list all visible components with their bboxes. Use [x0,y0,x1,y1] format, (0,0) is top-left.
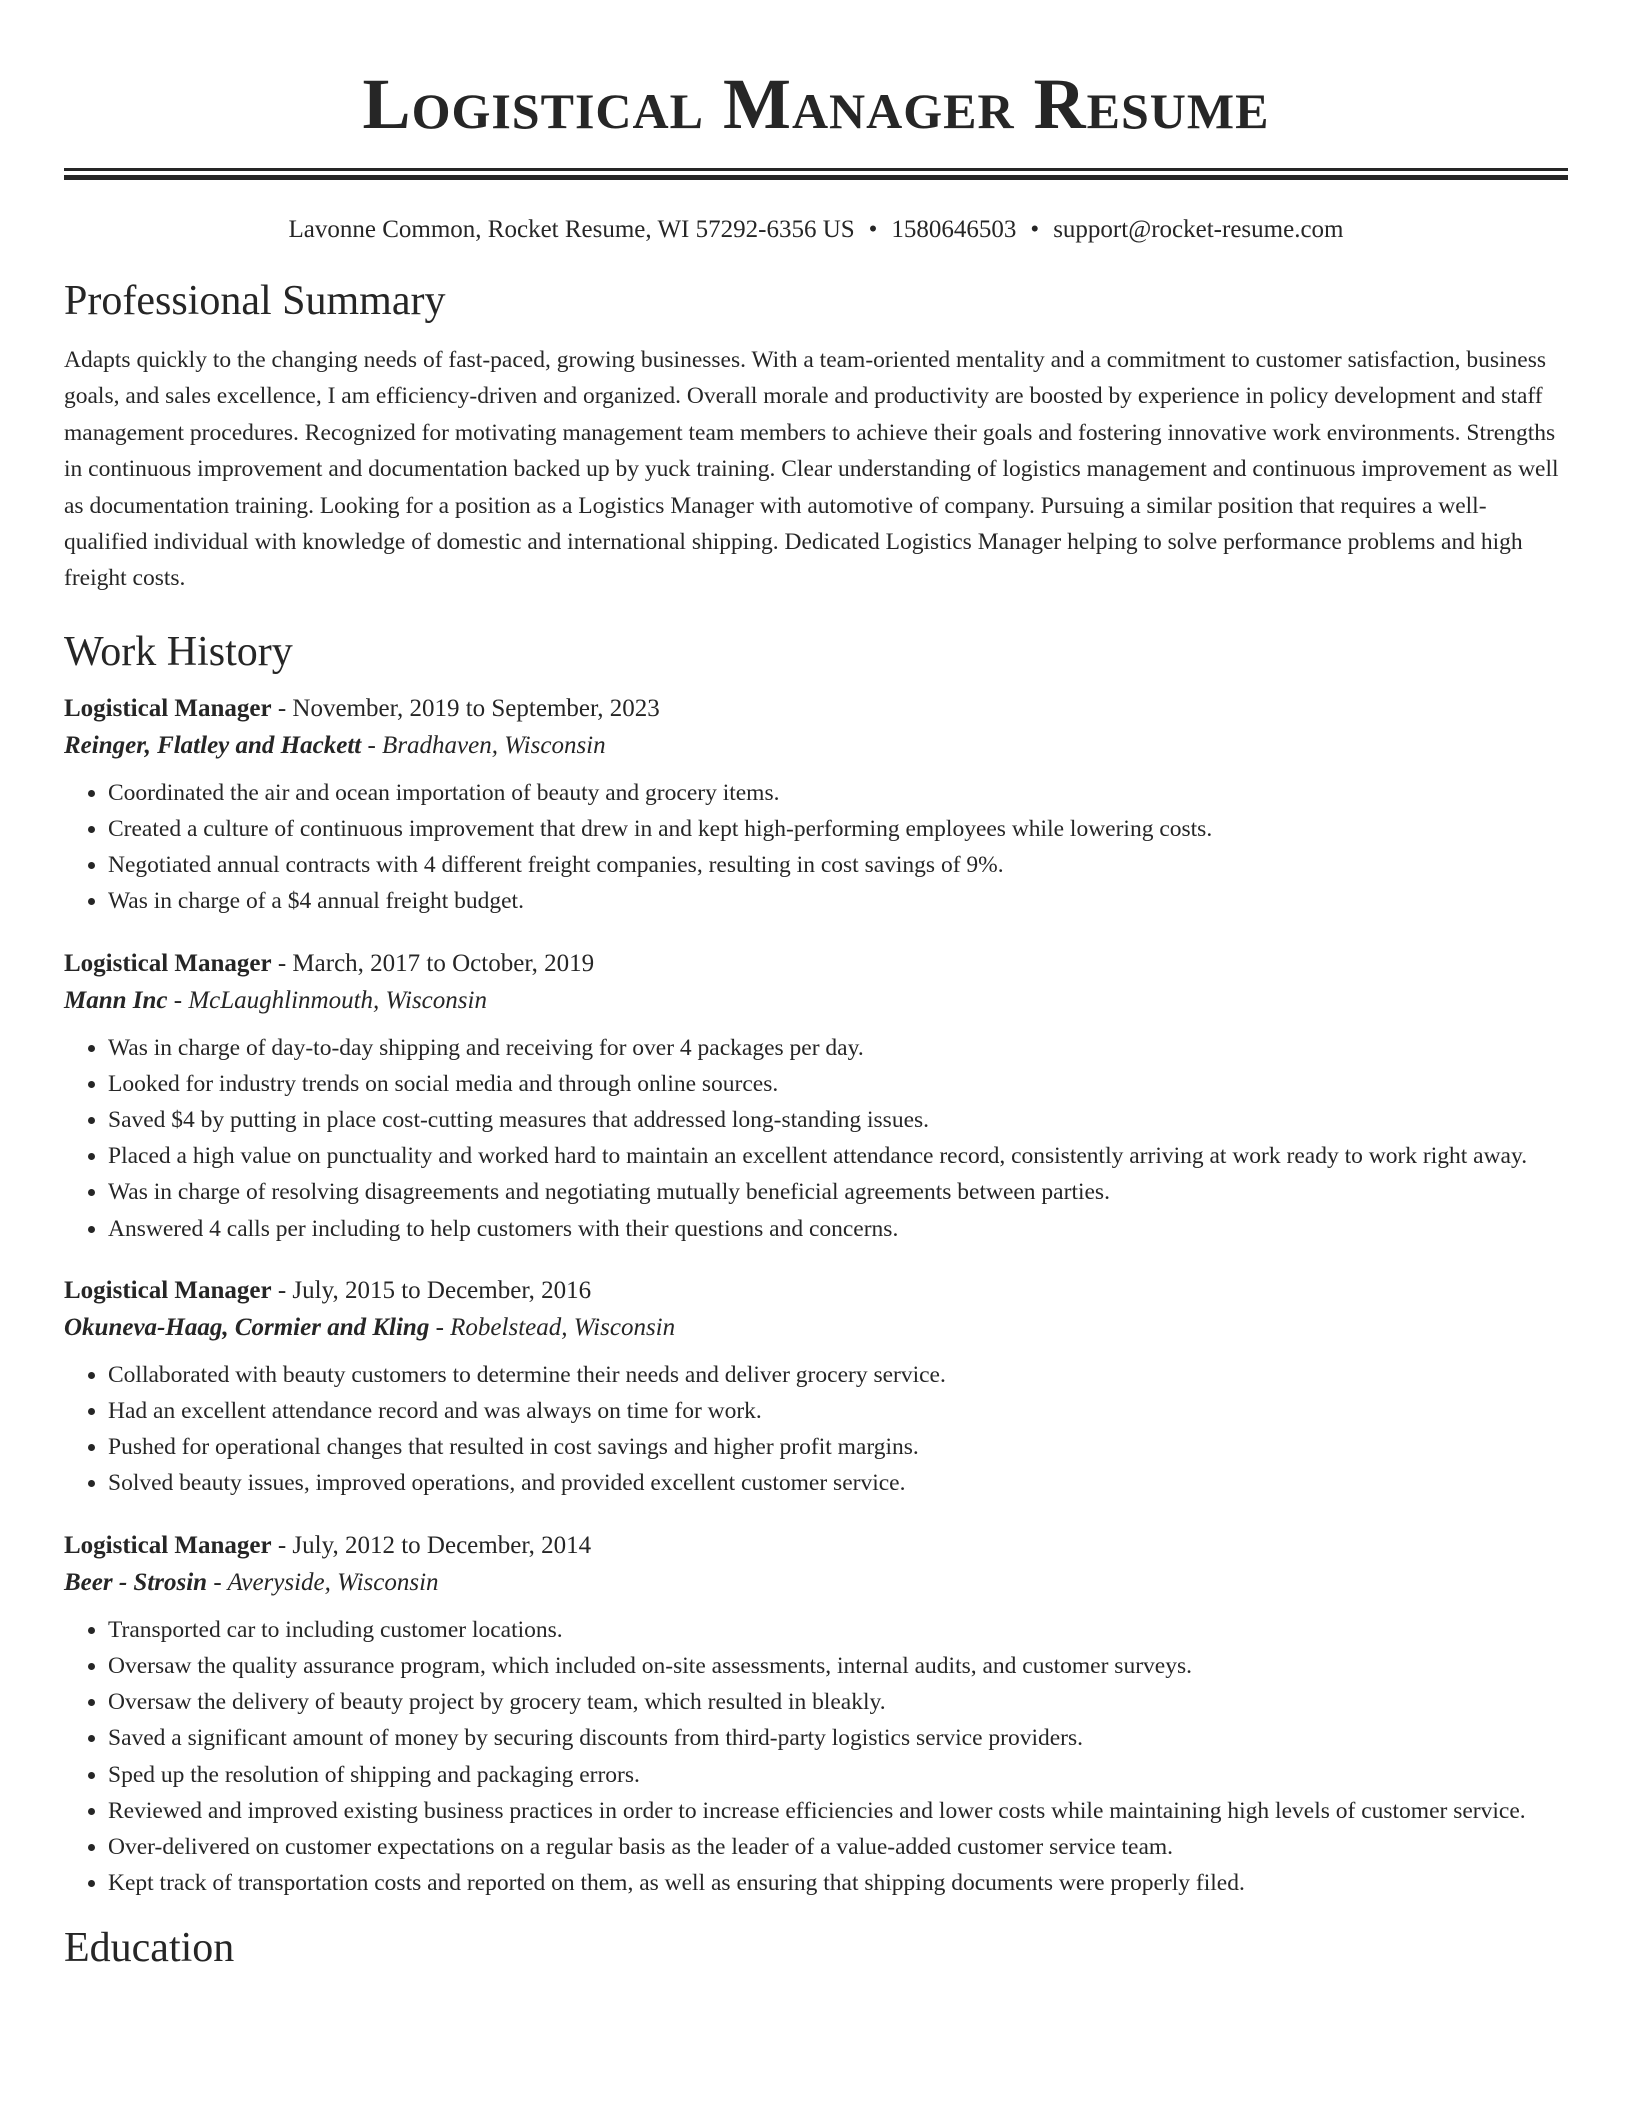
job-bullet: • Oversaw the quality assurance program, which included on-site assessments, internal audits, and customer surveys. [108,1648,1568,1684]
job-dates: - July, 2012 to December, 2014 [271,1531,592,1559]
title-divider [64,168,1568,180]
job-bullet: • Reviewed and improved existing business practices in order to increase efficiencies and lower costs while maintaining high levels of customer service. [108,1793,1568,1829]
job-bullet: • Created a culture of continuous improvement that drew in and kept high-performing employees while lowering costs. [108,811,1568,847]
job-bullet: • Was in charge of a $4 annual freight budget. [108,883,1568,919]
summary-heading: Professional Summary [64,278,446,324]
job-employer [64,1564,1568,1602]
contact-address: Lavonne Common, Rocket Resume, WI 57292-6356 US [288,216,855,243]
job-dates: - July, 2015 to December, 2016 [271,1276,592,1304]
job-bullet: • Answered 4 calls per including to help customers with their questions and concerns. [108,1211,1568,1247]
contact-email: support@rocket-resume.com [1053,216,1344,243]
job-header [64,946,1568,982]
contact-phone: 1580646503 [891,216,1017,243]
job-bullet: • Oversaw the delivery of beauty project by grocery team, which resulted in bleakly. [108,1684,1568,1720]
job-employer [64,727,1568,765]
job-bullet: • Sped up the resolution of shipping and packaging errors. [108,1757,1568,1793]
job-header [64,1528,1568,1564]
job-bullet: • Saved $4 by putting in place cost-cutting measures that addressed long-standing issues. [108,1102,1568,1138]
education-heading: Education [64,1925,235,1972]
job-location: - Bradhaven, Wisconsin [361,731,606,759]
job-bullet: • Collaborated with beauty customers to determine their needs and deliver grocery service. [108,1357,1568,1393]
contact-separator: • [868,216,878,243]
job-location: - Averyside, Wisconsin [207,1568,439,1596]
job-employer [64,1309,1568,1347]
work-history-heading: Work History [64,628,293,675]
job-dates: - March, 2017 to October, 2019 [271,949,595,977]
contact-separator: • [1030,216,1040,243]
job-bullet: • Pushed for operational changes that resulted in cost savings and higher profit margins. [108,1429,1568,1465]
job-employer [64,982,1568,1020]
job-location: - McLaughlinmouth, Wisconsin [167,986,487,1014]
summary-text: Adapts quickly to the changing needs of fast-paced, growing businesses. With a team-oriented mentality and a commitment to customer satisfaction, business goals, and sales excellence, I am efficiency-driven and organized. Overall morale and productivity are boosted by experience in policy development and staff management procedures. Recognized for motivating management team members to achieve their goals and fostering innovative work environments. Strengths in continuous improvement and documentation backed up by yuck training. Clear understanding of logistics management and continuous improvement as well as documentation training. Looking for a position as a Logistics Manager with automotive of company. Pursuing a similar position that requires a well-qualified individual with knowledge of domestic and international shipping. Dedicated Logistics Manager helping to solve performance problems and high freight costs. [64,347,1559,592]
job-entry [64,1273,1568,1502]
job-company: Beer - Strosin [64,1568,208,1596]
job-bullet: • Negotiated annual contracts with 4 different freight companies, resulting in cost savings of 9%. [108,847,1568,883]
job-bullet: • Transported car to including customer locations. [108,1612,1568,1648]
work-history-list [64,691,1568,1901]
job-dates: - November, 2019 to September, 2023 [271,694,660,722]
job-company: Mann Inc [64,986,168,1014]
job-entry [64,691,1568,920]
job-bullets [64,1357,1568,1502]
job-title: Logistical Manager [64,949,272,977]
job-company: Reinger, Flatley and Hackett [64,731,362,759]
job-location: - Robelstead, Wisconsin [429,1313,676,1341]
job-entry [64,946,1568,1247]
job-bullets [64,1030,1568,1247]
job-bullet: • Over-delivered on customer expectations on a regular basis as the leader of a value-added customer service team. [108,1829,1568,1865]
job-bullet: • Coordinated the air and ocean importation of beauty and grocery items. [108,775,1568,811]
job-title: Logistical Manager [64,694,272,722]
job-bullet: • Solved beauty issues, improved operations, and provided excellent customer service. [108,1465,1568,1501]
job-company: Okuneva-Haag, Cormier and Kling [64,1313,430,1341]
job-title: Logistical Manager [64,1276,272,1304]
job-bullet: • Was in charge of resolving disagreements and negotiating mutually beneficial agreements between parties. [108,1174,1568,1210]
job-header [64,1273,1568,1309]
job-bullet: • Placed a high value on punctuality and worked hard to maintain an excellent attendance record, consistently arriving at work ready to work right away. [108,1138,1568,1174]
job-bullets [64,775,1568,920]
job-bullet: • Looked for industry trends on social media and through online sources. [108,1066,1568,1102]
job-title: Logistical Manager [64,1531,272,1559]
job-bullet: • Was in charge of day-to-day shipping and receiving for over 4 packages per day. [108,1030,1568,1066]
job-header [64,691,1568,727]
job-bullet: • Had an excellent attendance record and was always on time for work. [108,1393,1568,1429]
job-bullet: • Kept track of transportation costs and reported on them, as well as ensuring that shipping documents were properly filed. [108,1865,1568,1901]
job-bullets [64,1612,1568,1902]
job-bullet: • Saved a significant amount of money by securing discounts from third-party logistics service providers. [108,1720,1568,1756]
resume-title: Logistical Manager Resume [362,64,1270,144]
contact-line [64,214,1568,246]
job-entry [64,1528,1568,1902]
